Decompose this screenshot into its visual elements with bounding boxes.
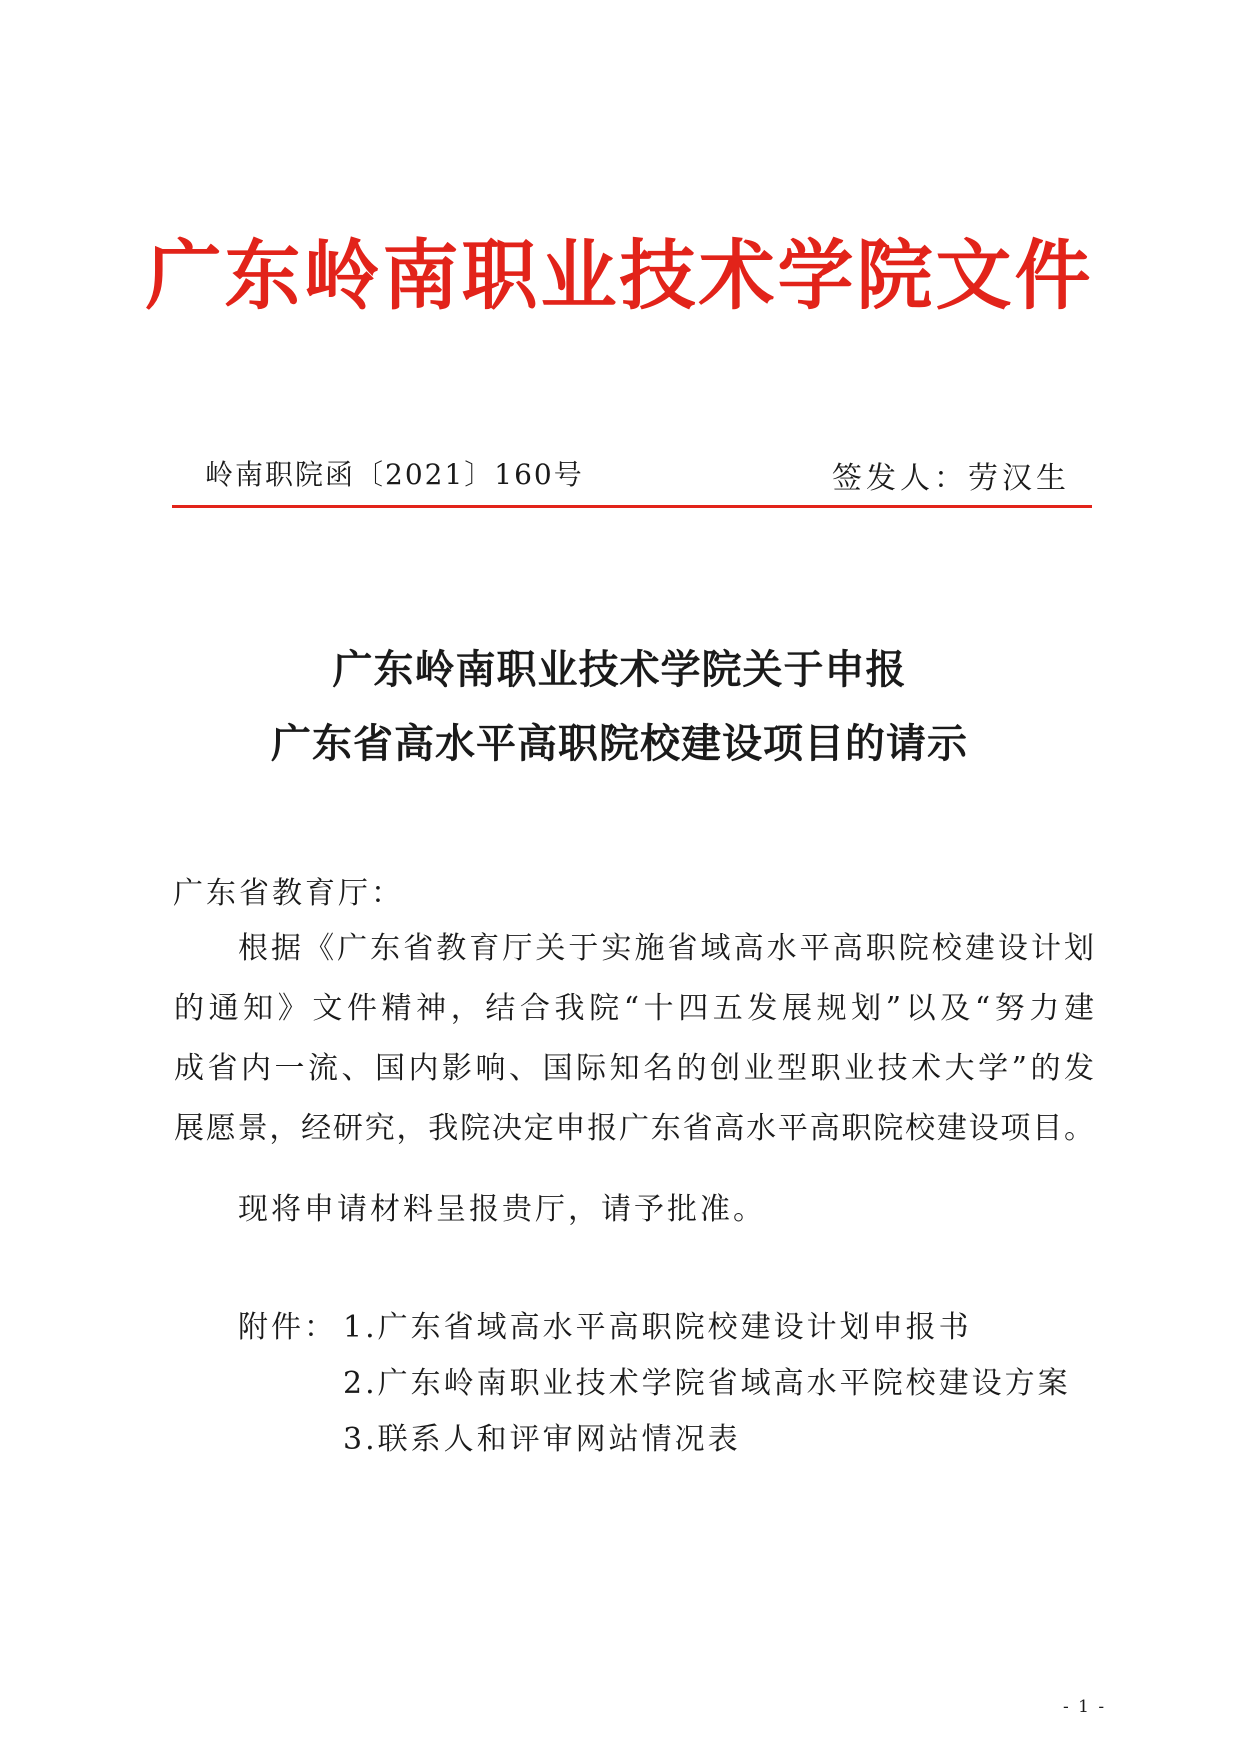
subject-line-1: 广东岭南职业技术学院关于申报 <box>332 647 907 693</box>
page-number: - 1 - <box>1063 1697 1107 1717</box>
body-paragraph-line: 根据《广东省教育厅关于实施省域高水平高职院校建设计划 <box>238 931 1094 966</box>
body-closing-line: 现将申请材料呈报贵厅，请予批准。 <box>238 1192 766 1227</box>
document-header-title: 广东岭南职业技术学院文件 <box>145 231 1094 320</box>
body-paragraph-line: 成省内一流、国内影响、国际知名的创业型职业技术大学”的发 <box>174 1051 1094 1086</box>
attachment-item: 3.联系人和评审网站情况表 <box>343 1422 741 1457</box>
red-divider-line <box>172 505 1092 508</box>
document-number: 岭南职院函〔2021〕160号 <box>205 458 584 491</box>
attachment-item: 1.广东省域高水平高职院校建设计划申报书 <box>343 1310 972 1345</box>
signer: 签发人：劳汉生 <box>832 461 1070 496</box>
document-subject <box>0 633 1239 781</box>
body-paragraph-line: 展愿景，经研究，我院决定申报广东省高水平高职院校建设项目。 <box>174 1111 1094 1146</box>
recipient: 广东省教育厅： <box>173 876 404 911</box>
subject-line-2: 广东省高水平高职院校建设项目的请示 <box>271 721 968 767</box>
body-paragraph-line: 的通知》文件精神，结合我院“十四五发展规划”以及“努力建 <box>174 991 1094 1026</box>
attachments-label: 附件： <box>238 1310 337 1345</box>
attachment-item: 2.广东岭南职业技术学院省域高水平院校建设方案 <box>343 1366 1071 1401</box>
